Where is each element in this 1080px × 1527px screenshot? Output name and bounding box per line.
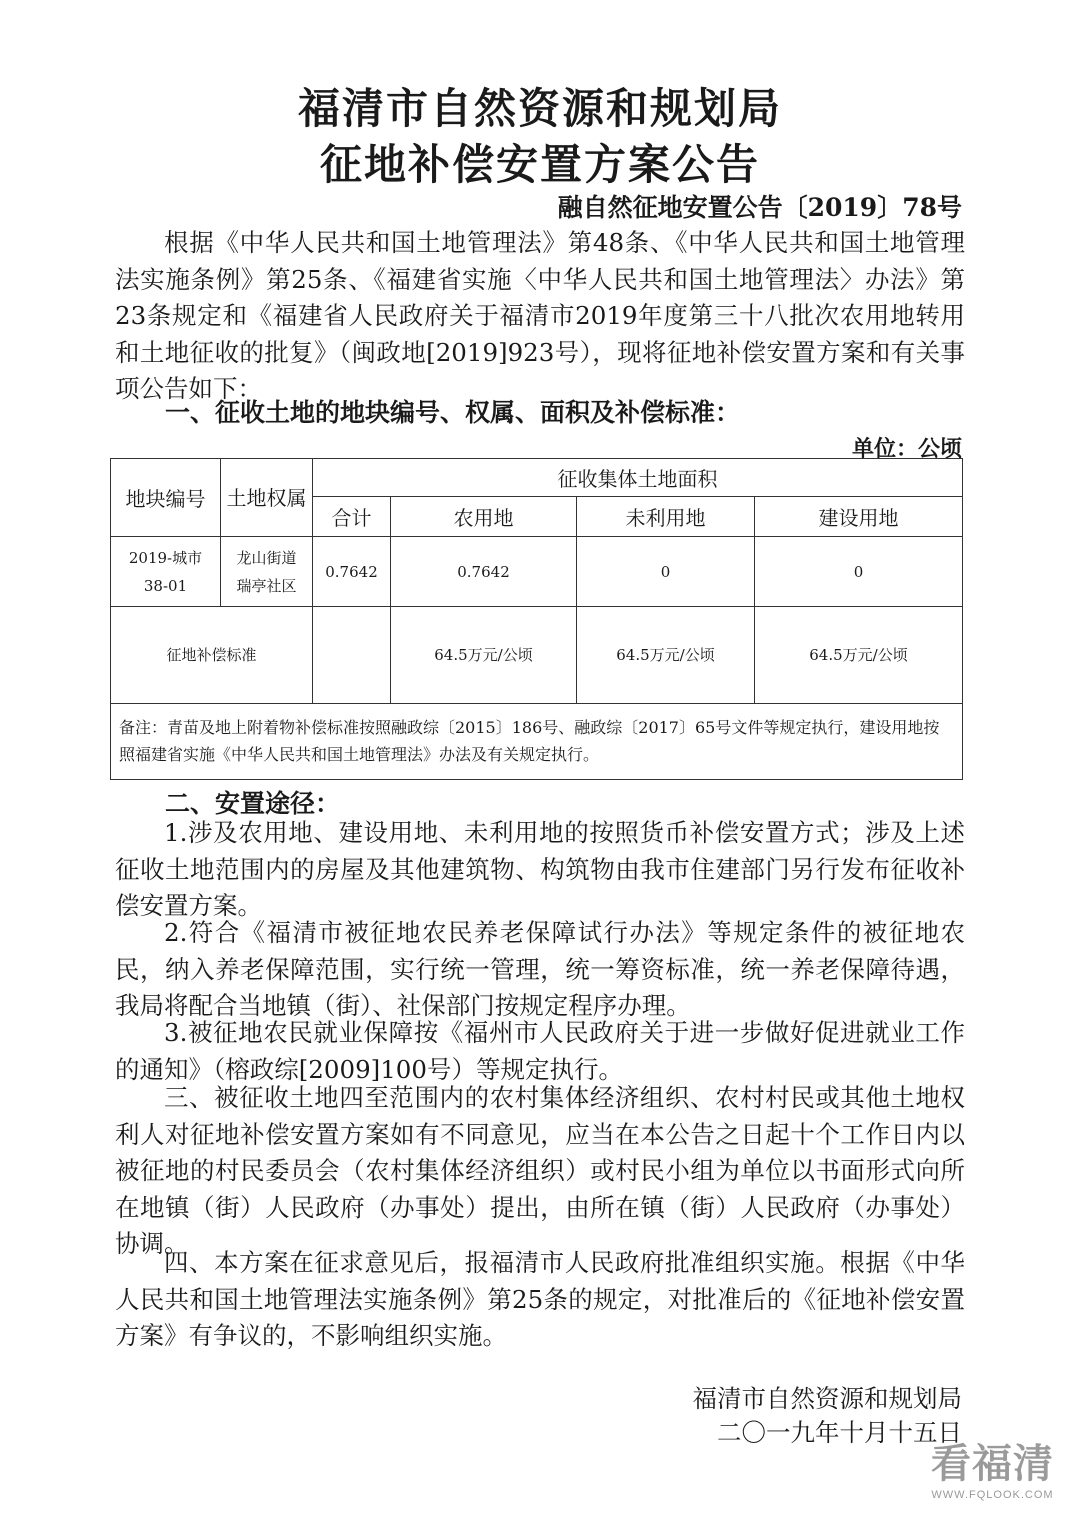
intro-paragraph: 根据《中华人民共和国土地管理法》第48条、《中华人民共和国土地管理法实施条例》第25条、《福建省实施〈中华人民共和国土地管理法〉办法》第23条规定和《福建省人民政府关于福清市2019年度第三十八批次农用地转用和土地征收的批复》（闽政地[2019]923号），现将征地补偿安置方案和有关事项公告如下： — [115, 228, 965, 403]
section4-paragraph: 四、本方案在征求意见后，报福清市人民政府批准组织实施。根据《中华人民共和国土地管理法实施条例》第25条的规定，对批准后的《征地补偿安置方案》有争议的，不影响组织实施。 — [115, 1248, 965, 1350]
table-row — [111, 537, 963, 607]
watermark-url: WWW.FQLOOK.COM — [931, 1489, 1054, 1501]
section2-item1: 1.涉及农用地、建设用地、未利用地的按照货币补偿安置方式；涉及上述征收土地范围内的房屋及其他建筑物、构筑物由我市住建部门另行发布征收补偿安置方案。 — [115, 818, 965, 920]
cell-standard-construction: 64.5万元/公顷 — [755, 607, 963, 703]
cell-standard-total — [313, 607, 391, 703]
header-parcel-id: 地块编号 — [111, 459, 221, 537]
owner-line1: 龙山街道 — [236, 548, 297, 567]
cell-standard-farmland: 64.5万元/公顷 — [391, 607, 577, 703]
parcel-id-line1: 2019-城市 — [128, 548, 203, 567]
section2-item3: 3.被征地农民就业保障按《福州市人民政府关于进一步做好促进就业工作的通知》（榕政综[2009]100号）等规定执行。 — [115, 1018, 965, 1084]
header-unused-land: 未利用地 — [577, 497, 755, 537]
header-area-group: 征收集体土地面积 — [313, 459, 963, 497]
header-construction-land: 建设用地 — [755, 497, 963, 537]
parcel-id-line2: 38-01 — [143, 576, 188, 595]
cell-total: 0.7642 — [313, 537, 391, 607]
signature-date: 二〇一九年十月十五日 — [717, 1418, 962, 1447]
land-table — [110, 458, 963, 780]
header-total: 合计 — [313, 497, 391, 537]
table-note: 备注：青苗及地上附着物补偿标准按照融政综〔2015〕186号、融政综〔2017〕65号文件等规定执行，建设用地按照福建省实施《中华人民共和国土地管理法》办法及有关规定执行。 — [111, 703, 963, 779]
section1-heading: 一、征收土地的地块编号、权属、面积及补偿标准： — [165, 398, 741, 427]
table-row — [111, 607, 963, 703]
page-title-line1: 福清市自然资源和规划局 — [297, 84, 782, 133]
unit-label: 单位：公顷 — [851, 436, 962, 462]
section2-item2: 2.符合《福清市被征地农民养老保障试行办法》等规定条件的被征地农民，纳入养老保障范围，实行统一管理，统一筹资标准，统一养老保障待遇，我局将配合当地镇（街）、社保部门按规定程序办理。 — [115, 918, 965, 1020]
cell-standard-label: 征地补偿标准 — [111, 607, 313, 703]
cell-parcel-id — [111, 537, 221, 607]
section3-paragraph: 三、被征收土地四至范围内的农村集体经济组织、农村村民或其他土地权利人对征地补偿安置方案如有不同意见，应当在本公告之日起十个工作日内以被征地的村民委员会（农村集体经济组织）或村民小组为单位以书面形式向所在地镇（街）人民政府（办事处）提出，由所在镇（街）人民政府（办事处）协调。 — [115, 1083, 965, 1258]
watermark-brand: 看福清 — [931, 1441, 1054, 1487]
page-title-line2: 征地补偿安置方案公告 — [319, 140, 760, 189]
cell-unused-land: 0 — [577, 537, 755, 607]
owner-line2: 瑞亭社区 — [236, 576, 297, 595]
header-land-owner: 土地权属 — [221, 459, 313, 537]
cell-land-owner — [221, 537, 313, 607]
document-number: 融自然征地安置公告〔2019〕78号 — [557, 193, 962, 222]
cell-construction-land: 0 — [755, 537, 963, 607]
cell-standard-unused: 64.5万元/公顷 — [577, 607, 755, 703]
watermark-logo — [931, 1432, 1054, 1501]
section2-heading: 二、安置途径： — [165, 789, 341, 818]
cell-farmland: 0.7642 — [391, 537, 577, 607]
signature-org: 福清市自然资源和规划局 — [692, 1384, 962, 1413]
header-farmland: 农用地 — [391, 497, 577, 537]
